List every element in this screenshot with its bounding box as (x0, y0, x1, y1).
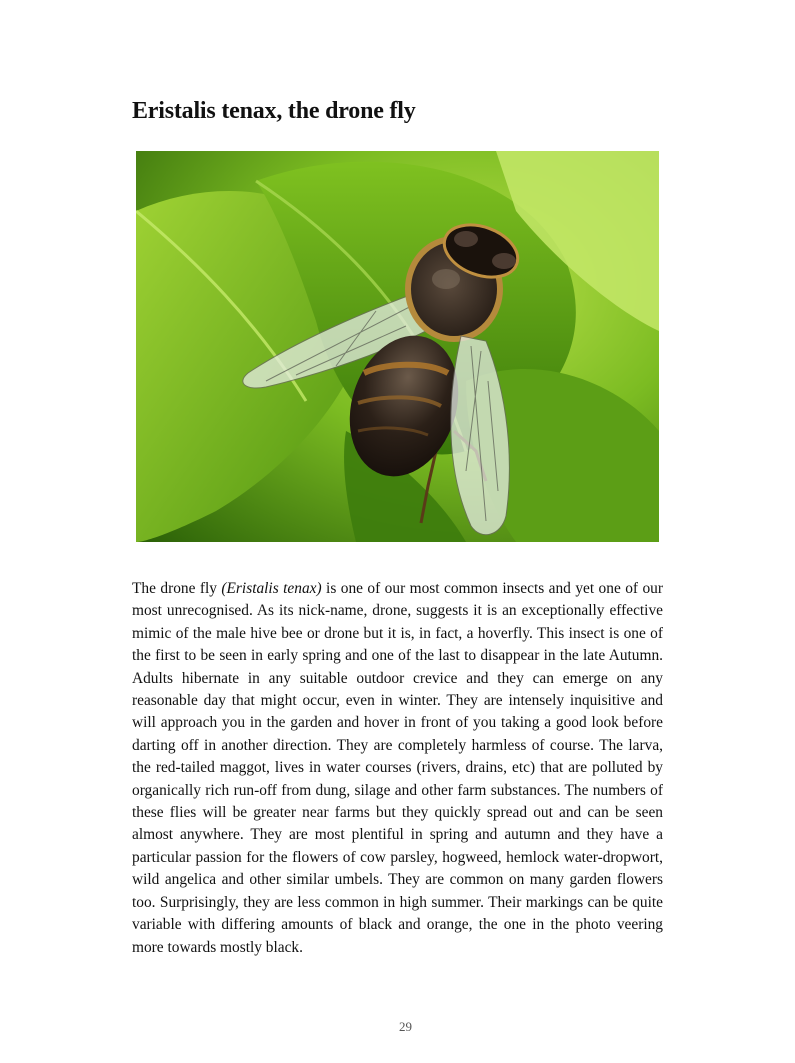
drone-fly-illustration (136, 151, 659, 542)
body-intro: The drone fly (132, 580, 222, 597)
body-paragraph (132, 578, 663, 959)
page-number: 29 (399, 1019, 412, 1034)
drone-fly-photo (136, 151, 659, 542)
species-name: (Eristalis tenax) (221, 580, 322, 597)
body-text: is one of our most common insects and yet one of our most unrecognised. As its nick-name, drone, suggests it is an exceptionally effective mimic of the male hive bee or drone but it is, in fact, a hoverfly. This insect is one of the first to be seen in early spring and one of the last to disappear in the late Autumn. Adults hibernate in any suitable outdoor crevice and they can emerge on any reasonable day that might occur, even in winter. They are intensely inquisitive and will approach you in the garden and hover in front of you taking a good look before darting off in another direction. They are completely harmless of course. The larva, the red-tailed maggot, lives in water courses (rivers, drains, etc) that are polluted by organically rich run-off from dung, silage and other farm substances. The numbers of these flies will be greater near farms but they quickly spread out and can be seen almost anywhere. They are most plentiful in spring and autumn and they have a particular passion for the flowers of cow parsley, hogweed, hemlock water-dropwort, wild angelica and other similar umbels. They are common on many garden flowers too. Surprisingly, they are less common in high summer. Their markings can be quite variable with differing amounts of black and orange, the one in the photo veering more towards mostly black. (132, 580, 664, 956)
page-title: Eristalis tenax, the drone fly (132, 98, 416, 124)
